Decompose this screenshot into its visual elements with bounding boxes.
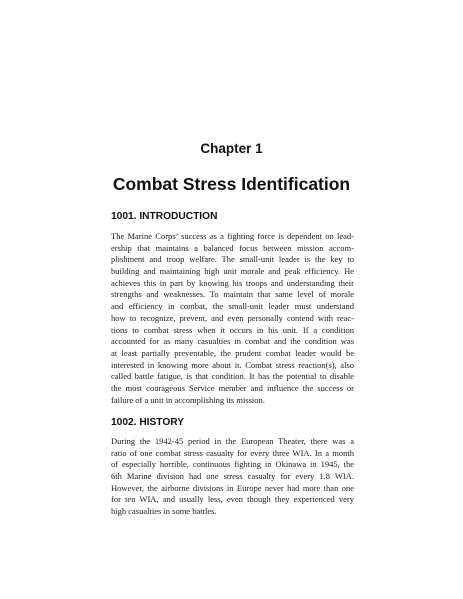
text-line: how to recognize, prevent, and even personally contend with reac- — [111, 312, 354, 323]
text-line: failure of a unit in accomplishing its mission. — [111, 394, 265, 405]
text-line: ratio of one combat stress casualty for every three WIA. In a month — [111, 447, 354, 458]
text-line: building and maintaining high unit morale and peak efficiency. He — [111, 266, 354, 277]
section-heading-introduction: 1001. INTRODUCTION — [111, 211, 218, 222]
chapter-title: Combat Stress Identification — [112, 174, 351, 194]
text-line: interested in knowing more about it. Combat stress reaction(s), also — [111, 359, 354, 370]
text-line: ership that maintains a balanced focus between mission accom- — [111, 242, 354, 253]
text-line: achieves this in part by knowing his troops and understanding their — [111, 277, 354, 288]
text-line: The Marine Corps’ success as a fighting force is dependent on lead- — [111, 231, 354, 241]
text-line: high casualties in some battles. — [111, 506, 217, 517]
text-line: During the 1942-45 period in the European Theater, there was a — [111, 436, 354, 446]
text-line: and efficiency in combat, the small-unit leader must understand — [111, 301, 354, 312]
text-line: However, the airborne divisions in Europe never had more than one — [111, 482, 354, 493]
section-heading-history: 1002. HISTORY — [111, 417, 185, 428]
text-line: of especially horrible, continuous fighting in Okinawa in 1945, the — [111, 459, 354, 470]
section-body-history — [111, 436, 354, 518]
text-line: called battle fatigue, is that condition. It has the potential to disable — [111, 371, 354, 382]
text-line: plishment and troop welfare. The small-unit leader is the key to — [111, 254, 354, 265]
text-line: 6th Marine division had one stress casualty for every 1.8 WIA. — [111, 471, 354, 482]
text-line: at least partially preventable, the prudent combat leader would be — [111, 347, 354, 358]
text-line: the most courageous Service member and influence the success or — [111, 382, 354, 393]
text-line: accounted for as many casualties in combat and the condition was — [111, 336, 354, 347]
section-body-introduction — [111, 231, 354, 406]
text-line: strengths and weaknesses. To maintain that same level of morale — [111, 289, 354, 300]
text-line: tions to combat stress when it occurs in his unit. If a condition — [111, 324, 354, 335]
chapter-number: Chapter 1 — [200, 141, 263, 156]
text-line: for ten WIA, and usually less, even though they experienced very — [111, 494, 354, 505]
